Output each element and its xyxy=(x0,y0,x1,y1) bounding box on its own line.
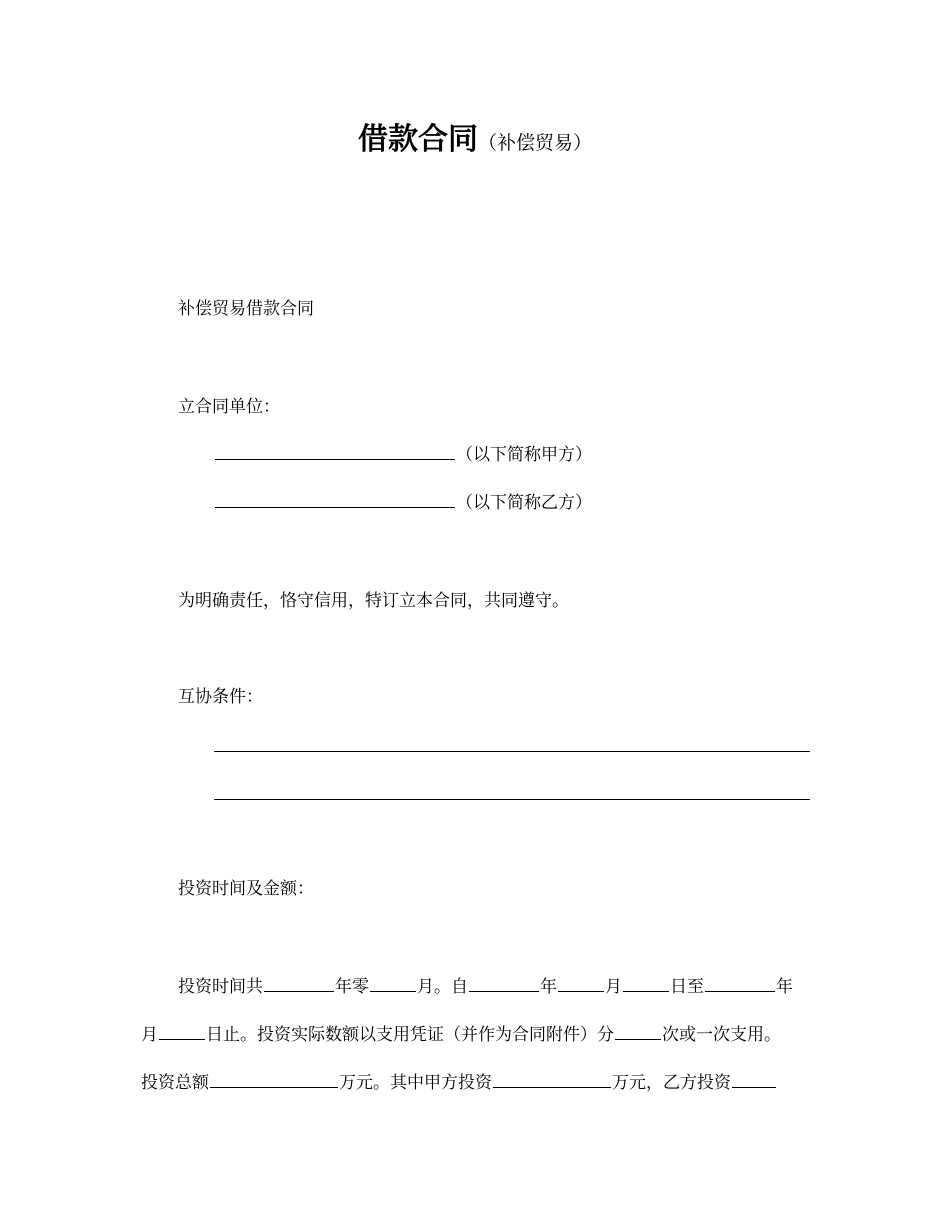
text: 日止。投资实际数额以支用凭证（并作为合同附件）分 xyxy=(206,1025,614,1045)
purpose-statement: 为明确责任，恪守信用，特订立本合同，共同遵守。 xyxy=(178,591,569,611)
start-year-blank[interactable] xyxy=(469,975,539,992)
party-b-line xyxy=(214,491,592,515)
years-blank[interactable] xyxy=(264,975,334,992)
text: 年零 xyxy=(335,977,369,997)
party-b-blank[interactable] xyxy=(215,491,455,508)
start-day-blank[interactable] xyxy=(623,975,669,992)
text: 月 xyxy=(605,977,622,997)
title-main: 借款合同 xyxy=(357,122,478,157)
conditions-blank-1[interactable] xyxy=(214,751,810,752)
party-a-line xyxy=(214,443,592,467)
text: 投资时间共 xyxy=(178,977,263,997)
title-sub: （补偿贸易） xyxy=(477,132,592,154)
text: 次或一次支用。 xyxy=(662,1025,781,1045)
party-a-amount-blank[interactable] xyxy=(493,1071,611,1088)
text: 万元，乙方投资 xyxy=(612,1073,731,1093)
conditions-blank-2[interactable] xyxy=(214,799,810,800)
text: 月 xyxy=(141,1025,158,1045)
end-day-blank[interactable] xyxy=(159,1023,205,1040)
party-a-blank[interactable] xyxy=(215,443,455,460)
text: 投资总额 xyxy=(141,1073,209,1093)
text: 年 xyxy=(776,977,793,997)
total-amount-blank[interactable] xyxy=(210,1071,338,1088)
party-b-amount-blank[interactable] xyxy=(732,1071,776,1088)
text: 万元。其中甲方投资 xyxy=(339,1073,492,1093)
text: 月。自 xyxy=(417,977,468,997)
parties-label: 立合同单位： xyxy=(178,397,280,417)
investment-line-1 xyxy=(178,975,793,999)
party-b-suffix: （以下简称乙方） xyxy=(456,493,592,513)
text: 日至 xyxy=(670,977,704,997)
investment-label: 投资时间及金额： xyxy=(178,879,314,899)
party-a-suffix: （以下简称甲方） xyxy=(456,445,592,465)
conditions-label: 互协条件： xyxy=(178,687,263,707)
start-month-blank[interactable] xyxy=(558,975,604,992)
installments-blank[interactable] xyxy=(615,1023,661,1040)
document-title xyxy=(0,114,950,158)
investment-line-3 xyxy=(141,1071,777,1095)
investment-line-2 xyxy=(141,1023,781,1047)
end-year-blank[interactable] xyxy=(705,975,775,992)
months-blank[interactable] xyxy=(370,975,416,992)
text: 年 xyxy=(540,977,557,997)
contract-heading: 补偿贸易借款合同 xyxy=(178,299,314,319)
